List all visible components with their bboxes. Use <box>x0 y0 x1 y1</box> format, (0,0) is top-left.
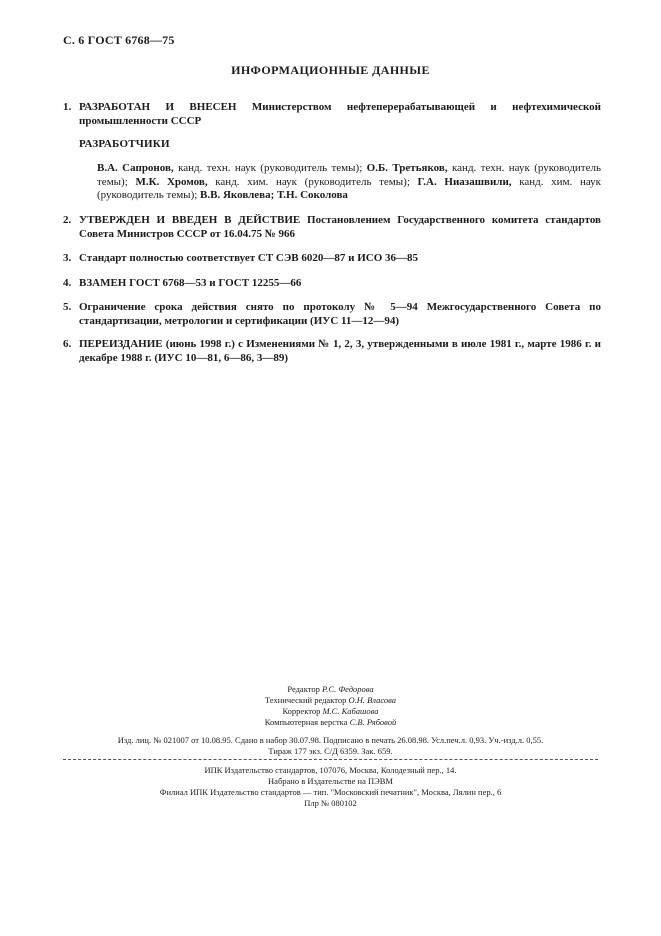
item-text: Ограничение срока действия снято по протоколу № 5—94 Межгосударственного Совета по стандартизации, метрологии и сертификации (ИУС 11—12—94) <box>79 301 601 327</box>
print-info-line: Изд. лиц. № 021007 от 10.08.95. Сдано в набор 30.07.98. Подписано в печать 26.08.98. Усл.печ.л. 0,93. Уч.-изд.л. 0,55. <box>117 735 544 745</box>
item-number: 5. <box>63 301 72 313</box>
developer-role: канд. техн. наук (руководитель темы); <box>173 162 367 174</box>
item-number: 6. <box>63 338 72 350</box>
developer-name: В.А. Сапронов, <box>97 162 174 174</box>
info-item-1 <box>63 100 601 128</box>
info-item-3 <box>63 251 601 265</box>
item-text: УТВЕРЖДЕН И ВВЕДЕН В ДЕЙСТВИЕ Постановлением Государственного комитета стандартов Совета Министров СССР от 16.04.75 № 966 <box>79 214 601 240</box>
credit-name: М.С. Кабашова <box>322 706 379 716</box>
editorial-credits <box>0 684 661 728</box>
credit-name: С.В. Рябовой <box>349 717 397 727</box>
info-item-6 <box>63 337 601 365</box>
item-text: РАЗРАБОТАН И ВНЕСЕН Министерством нефтеперерабатывающей и нефтехимической промышленности СССР <box>79 101 601 127</box>
developer-role: канд. хим. наук (руководитель темы); <box>97 175 601 201</box>
print-info-line: Тираж 177 экз. С/Д 6359. Зак. 659. <box>268 746 393 756</box>
developer-role: канд. техн. наук (руководитель темы); <box>97 162 601 188</box>
print-info <box>0 735 661 757</box>
item-text: Стандарт полностью соответствует СТ СЭВ 6020—87 и ИСО 36—85 <box>79 252 419 264</box>
credit-label: Корректор <box>282 706 321 716</box>
credit-corrector <box>0 706 661 717</box>
publisher-line: Набрано в Издательстве на ПЭВМ <box>268 776 393 786</box>
developer-role: канд. хим. наук (руководитель темы); <box>207 175 418 188</box>
publisher-line: ИПК Издательство стандартов, 107076, Москва, Колодезный пер., 14. <box>204 765 457 775</box>
publisher-info <box>0 765 661 809</box>
developers-heading: РАЗРАБОТЧИКИ <box>79 138 170 150</box>
credit-label: Компьютерная верстка <box>264 717 348 727</box>
item-text: ВЗАМЕН ГОСТ 6768—53 и ГОСТ 12255—66 <box>79 277 302 289</box>
page-title: ИНФОРМАЦИОННЫЕ ДАННЫЕ <box>231 63 430 77</box>
developers-list <box>97 162 601 203</box>
credit-tech-editor <box>0 695 661 706</box>
item-number: 1. <box>63 101 72 113</box>
info-item-5 <box>63 300 601 328</box>
separator-rule <box>63 759 598 760</box>
info-item-4 <box>63 276 601 290</box>
developer-name: Г.А. Ниазашвили, <box>417 175 512 188</box>
credit-layout <box>0 717 661 728</box>
publisher-line: Плр № 080102 <box>304 798 357 808</box>
item-number: 3. <box>63 252 72 264</box>
credit-editor <box>0 684 661 695</box>
info-item-2 <box>63 213 601 241</box>
developer-name: В.В. Яковлева; Т.Н. Соколова <box>200 189 348 201</box>
page-header: С. 6 ГОСТ 6768—75 <box>63 33 175 47</box>
item-text: ПЕРЕИЗДАНИЕ (июнь 1998 г.) с Изменениями № 1, 2, 3, утвержденными в июле 1981 г., марте 1986 г. и декабре 1988 г. (ИУС 10—81, 6—86, 3—89) <box>79 338 601 364</box>
item-number: 4. <box>63 277 72 289</box>
credit-name: Р.С. Федорова <box>321 684 374 694</box>
item-number: 2. <box>63 214 72 226</box>
developer-name: О.Б. Третьяков, <box>366 162 448 174</box>
developer-name: М.К. Хромов, <box>135 175 208 188</box>
credit-label: Технический редактор <box>264 695 347 705</box>
credit-label: Редактор <box>287 684 320 694</box>
credit-name: О.Н. Власова <box>348 695 397 705</box>
publisher-line: Филиал ИПК Издательство стандартов — тип. "Московский печатник", Москва, Лялин пер., 6 <box>159 787 502 797</box>
